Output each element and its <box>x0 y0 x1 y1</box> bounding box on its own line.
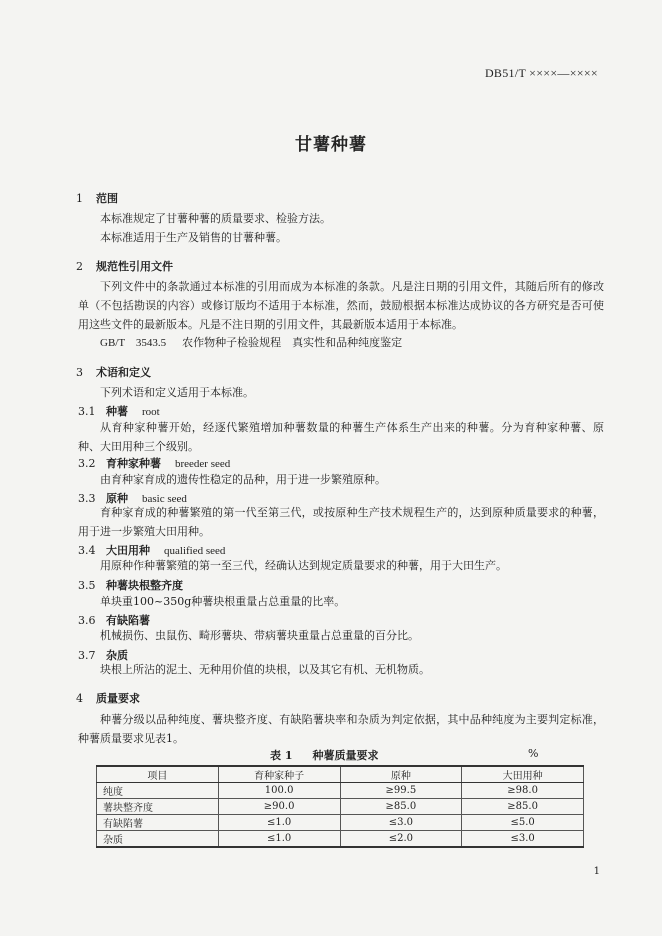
term-definition: 育种家育成的种薯繁殖的第一代至第三代，或按原种生产技术规程生产的，达到原种质量要求的种薯，用于进一步繁殖大田用种。 <box>78 506 604 538</box>
column-header: 大田用种 <box>462 766 584 783</box>
table-cell: 有缺陷薯 <box>97 815 219 831</box>
column-header: 育种家种子 <box>218 766 340 783</box>
table-row <box>97 831 584 848</box>
table-cell: ≤2.0 <box>340 831 462 848</box>
table-cell: 薯块整齐度 <box>97 799 219 815</box>
table-cell: ≥85.0 <box>340 799 462 815</box>
section-number: 1 <box>76 192 83 205</box>
quality-requirements-table <box>96 765 584 848</box>
term-number: 3.6 <box>78 614 96 627</box>
term-chinese: 杂质 <box>106 649 128 662</box>
section-title: 范围 <box>96 192 118 205</box>
column-header: 原种 <box>340 766 462 783</box>
term-definition: 由育种家育成的遗传性稳定的品种，用于进一步繁殖原种。 <box>100 473 386 486</box>
reference-code: GB/T 3543.5 <box>100 337 167 349</box>
table-cell: ≤5.0 <box>462 815 584 831</box>
column-header: 项目 <box>97 766 219 783</box>
section-4-heading <box>76 690 140 706</box>
term-chinese: 原种 <box>106 492 128 505</box>
table-cell: 100.0 <box>218 783 340 799</box>
table-row <box>97 783 584 799</box>
section-2-paragraph: 下列文件中的条款通过本标准的引用而成为本标准的条款。凡是注日期的引用文件，其随后所有的修改单（不包括勘误的内容）或修订版均不适用于本标准，然而，鼓励根据本标准达成协议的各方研究是否可使用这些文件的最新版本。凡是不注日期的引用文件，其最新版本适用于本标准。 <box>78 280 604 331</box>
section-3-heading <box>76 364 151 380</box>
term-number: 3.7 <box>78 649 96 662</box>
term-definition: 从育种家种薯开始，经逐代繁殖增加种薯数量的种薯生产体系生产出来的种薯。分为育种家种薯、原种、大田用种三个级别。 <box>78 421 604 453</box>
term-number: 3.5 <box>78 579 96 592</box>
table-cell: 杂质 <box>97 831 219 848</box>
normative-reference <box>100 334 402 350</box>
reference-title: 农作物种子检验规程 真实性和品种纯度鉴定 <box>182 336 403 349</box>
section-title: 术语和定义 <box>96 366 151 379</box>
term-number: 3.1 <box>78 405 96 418</box>
term-chinese: 有缺陷薯 <box>106 614 150 627</box>
section-2-heading <box>76 258 173 274</box>
section-1-paragraph-1: 本标准规定了甘薯种薯的质量要求、检验方法。 <box>100 212 331 225</box>
section-number: 3 <box>76 366 83 379</box>
page-number: 1 <box>593 866 600 877</box>
table-cell: ≥99.5 <box>340 783 462 799</box>
table-number: 表 1 <box>270 749 293 762</box>
table-cell: ≤1.0 <box>218 815 340 831</box>
table-cell: ≥90.0 <box>218 799 340 815</box>
term-heading <box>78 455 230 471</box>
term-chinese: 大田用种 <box>106 544 150 557</box>
term-heading <box>78 577 197 593</box>
term-chinese: 种薯块根整齐度 <box>106 579 183 592</box>
section-title: 质量要求 <box>96 692 140 705</box>
table-row <box>97 799 584 815</box>
term-definition: 单块重100~350g种薯块根重量占总重量的比率。 <box>100 595 346 608</box>
term-english: basic seed <box>142 493 187 505</box>
section-number: 2 <box>76 260 83 273</box>
table-unit: % <box>528 747 539 760</box>
table-header-row <box>97 766 584 783</box>
term-definition: 块根上所沾的泥土、无种用价值的块根，以及其它有机、无机物质。 <box>100 663 430 676</box>
table-cell: 纯度 <box>97 783 219 799</box>
table-cell: ≤3.0 <box>340 815 462 831</box>
document-title: 甘薯种薯 <box>295 135 367 155</box>
term-chinese: 种薯 <box>106 405 128 418</box>
term-chinese: 育种家种薯 <box>106 457 161 470</box>
section-4-paragraph: 种薯分级以品种纯度、薯块整齐度、有缺陷薯块率和杂质为判定依据，其中品种纯度为主要判定标准，种薯质量要求见表1。 <box>78 713 604 745</box>
table-title: 种薯质量要求 <box>312 749 379 762</box>
term-number: 3.2 <box>78 457 96 470</box>
standard-code: DB51/T ××××—×××× <box>484 66 598 80</box>
section-1-heading <box>76 190 118 206</box>
table-cell: ≥98.0 <box>462 783 584 799</box>
section-1-paragraph-2: 本标准适用于生产及销售的甘薯种薯。 <box>100 231 287 244</box>
section-3-intro: 下列术语和定义适用于本标准。 <box>100 386 254 399</box>
table-caption <box>270 747 378 763</box>
term-english: root <box>142 406 160 418</box>
section-title: 规范性引用文件 <box>96 260 173 273</box>
term-number: 3.3 <box>78 492 96 505</box>
table-cell: ≥85.0 <box>462 799 584 815</box>
term-english: qualified seed <box>164 545 226 557</box>
table-cell: ≤3.0 <box>462 831 584 848</box>
section-number: 4 <box>76 692 83 705</box>
table-row <box>97 815 584 831</box>
term-definition: 机械损伤、虫鼠伤、畸形薯块、带病薯块重量占总重量的百分比。 <box>100 629 419 642</box>
table-cell: ≤1.0 <box>218 831 340 848</box>
term-definition: 用原种作种薯繁殖的第一至三代，经确认达到规定质量要求的种薯，用于大田生产。 <box>100 559 507 572</box>
term-number: 3.4 <box>78 544 96 557</box>
term-english: breeder seed <box>175 458 231 470</box>
term-heading <box>78 403 160 419</box>
